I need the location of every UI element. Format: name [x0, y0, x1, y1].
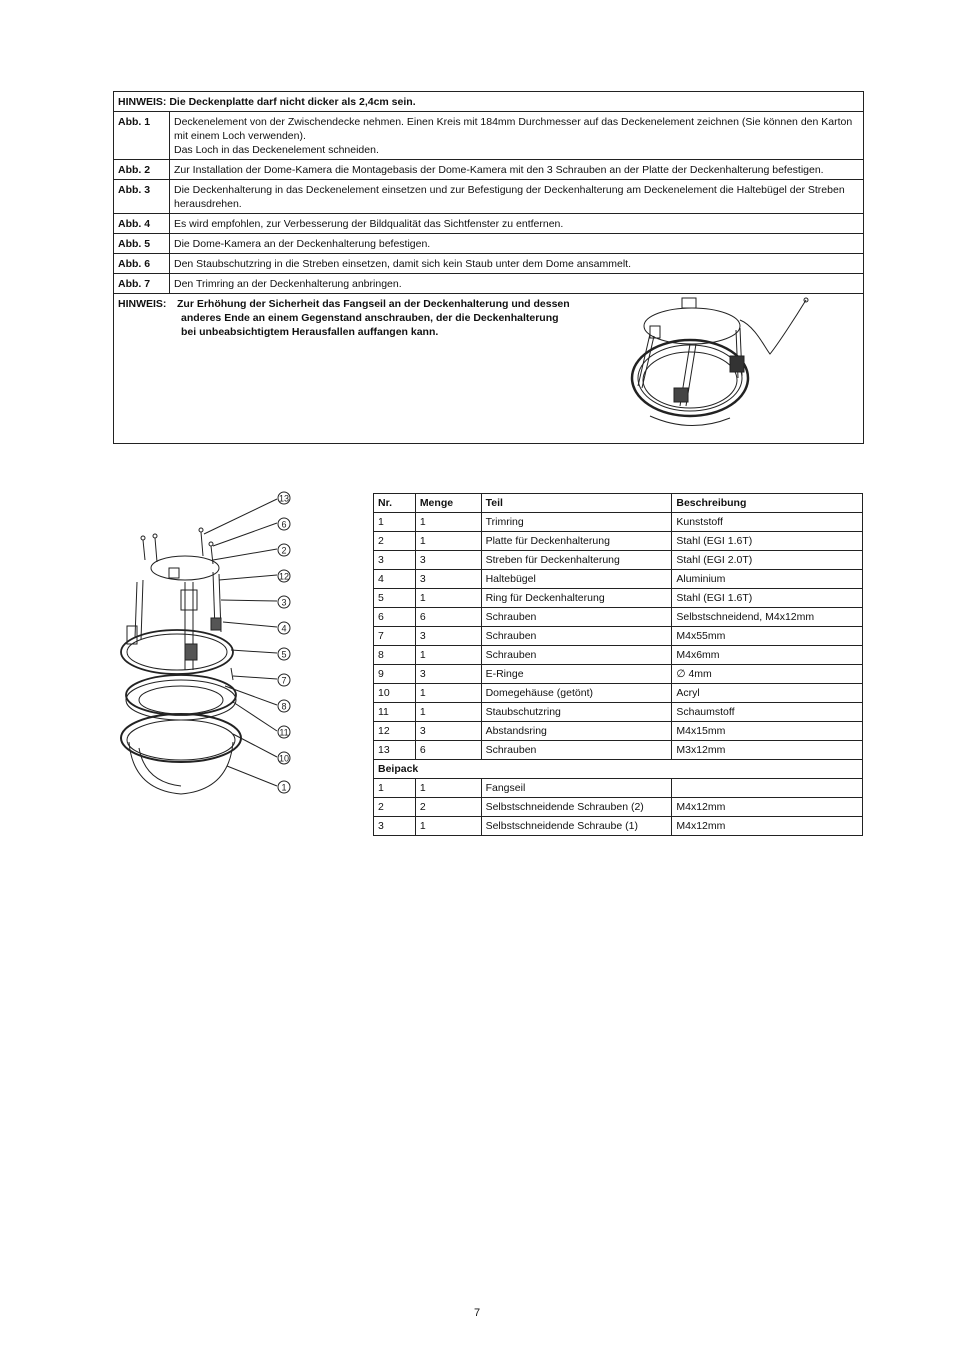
table-cell: 1: [415, 532, 481, 551]
table-cell: Domegehäuse (getönt): [481, 684, 672, 703]
table-cell: M4x12mm: [672, 798, 863, 817]
step-line: Den Staubschutzring in die Streben einsetzen, damit sich kein Staub unter dem Dome ansammelt.: [174, 258, 631, 270]
callout-number: 4: [281, 623, 287, 634]
table-cell: Haltebügel: [481, 570, 672, 589]
callout-number: 8: [281, 701, 287, 712]
table-row: [374, 817, 863, 836]
table-cell: Selbstschneidend, M4x12mm: [672, 608, 863, 627]
mount-safety-wire-illustration: [630, 296, 810, 434]
table-cell: Schrauben: [481, 646, 672, 665]
table-cell: 7: [374, 627, 416, 646]
table-row: [374, 532, 863, 551]
table-cell: 2: [374, 798, 416, 817]
table-cell: 1: [415, 779, 481, 798]
table-cell: 5: [374, 589, 416, 608]
step-line: Die Deckenhalterung in das Deckenelement einsetzen und zur Befestigung der Deckenhalterung am Deckenelement die Haltebügel der Streben: [174, 184, 845, 196]
table-header-row: [374, 494, 863, 513]
table-cell: 1: [415, 703, 481, 722]
callout-number: 2: [281, 545, 287, 556]
hinweis-text: Die Deckenplatte darf nicht dicker als 2,4cm sein.: [169, 96, 416, 108]
callout-marker: [278, 492, 290, 504]
callout-marker: [278, 518, 290, 530]
table-cell: M3x12mm: [672, 741, 863, 760]
table-cell: 3: [374, 817, 416, 836]
table-row: [374, 589, 863, 608]
table-cell: 11: [374, 703, 416, 722]
callout-marker: [278, 596, 290, 608]
callout-number: 7: [281, 675, 287, 686]
table-row: [374, 703, 863, 722]
step-label: Abb. 3: [114, 180, 170, 214]
table-cell: Kunststoff: [672, 513, 863, 532]
table-cell: M4x55mm: [672, 627, 863, 646]
step-text: [170, 160, 864, 180]
table-cell: Platte für Deckenhalterung: [481, 532, 672, 551]
table-cell: Schaumstoff: [672, 703, 863, 722]
table-cell: 12: [374, 722, 416, 741]
table-cell: Staubschutzring: [481, 703, 672, 722]
table-cell: Selbstschneidende Schraube (1): [481, 817, 672, 836]
table-cell: 2: [374, 532, 416, 551]
table-row: [374, 722, 863, 741]
table-row: [374, 627, 863, 646]
table-cell: ∅ 4mm: [672, 665, 863, 684]
callout-marker: [278, 674, 290, 686]
table-cell: 3: [415, 627, 481, 646]
column-header: Beschreibung: [672, 494, 863, 513]
table-cell: M4x12mm: [672, 817, 863, 836]
step-line: Das Loch in das Deckenelement schneiden.: [174, 144, 379, 156]
table-cell: Aluminium: [672, 570, 863, 589]
safety-note-label: HINWEIS:: [118, 298, 167, 310]
table-cell: Schrauben: [481, 741, 672, 760]
table-cell: Schrauben: [481, 627, 672, 646]
table-cell: Abstandsring: [481, 722, 672, 741]
table-cell: Fangseil: [481, 779, 672, 798]
callout-marker: [278, 648, 290, 660]
table-row: [374, 779, 863, 798]
step-row: [114, 180, 864, 214]
table-cell: 6: [374, 608, 416, 627]
column-header: Nr.: [374, 494, 416, 513]
table-row: [374, 798, 863, 817]
table-cell: 9: [374, 665, 416, 684]
callout-marker: [278, 781, 290, 793]
table-row: [374, 608, 863, 627]
table-row: [374, 665, 863, 684]
column-header: Menge: [415, 494, 481, 513]
step-line: Zur Installation der Dome-Kamera die Montagebasis der Dome-Kamera mit den 3 Schrauben an der Platte der Deckenhalterung befestigen.: [174, 164, 824, 176]
table-cell: 10: [374, 684, 416, 703]
parts-table: [373, 493, 863, 836]
table-cell: Stahl (EGI 2.0T): [672, 551, 863, 570]
safety-note-line: anderes Ende an einem Gegenstand anschrauben, der die Deckenhalterung: [181, 312, 559, 324]
step-row: [114, 112, 864, 160]
step-label: Abb. 2: [114, 160, 170, 180]
callout-number: 12: [278, 571, 290, 582]
step-label: Abb. 4: [114, 214, 170, 234]
table-cell: Schrauben: [481, 608, 672, 627]
table-cell: Ring für Deckenhalterung: [481, 589, 672, 608]
hinweis-row: [114, 92, 864, 112]
table-cell: 3: [415, 551, 481, 570]
safety-note: [118, 297, 570, 339]
step-label: Abb. 1: [114, 112, 170, 160]
table-row: [374, 646, 863, 665]
callout-number: 5: [281, 649, 287, 660]
table-cell: 1: [374, 779, 416, 798]
table-cell: 3: [374, 551, 416, 570]
step-row: [114, 234, 864, 254]
table-cell: 1: [415, 817, 481, 836]
step-line: mit einem Loch verwenden).: [174, 130, 306, 142]
callout-marker: [278, 622, 290, 634]
table-cell: 1: [374, 513, 416, 532]
step-row: [114, 160, 864, 180]
beipack-label: Beipack: [374, 760, 863, 779]
step-row: [114, 214, 864, 234]
step-row: [114, 254, 864, 274]
step-row: [114, 274, 864, 294]
table-cell: Trimring: [481, 513, 672, 532]
table-cell: Acryl: [672, 684, 863, 703]
table-row: [374, 513, 863, 532]
step-line: Die Dome-Kamera an der Deckenhalterung befestigen.: [174, 238, 431, 250]
safety-note-line: Zur Erhöhung der Sicherheit das Fangseil an der Deckenhalterung und dessen: [177, 298, 570, 310]
table-cell: 3: [415, 665, 481, 684]
step-text: [170, 274, 864, 294]
hinweis-label: HINWEIS:: [118, 96, 167, 108]
callout-marker: [278, 752, 290, 764]
table-row: [374, 551, 863, 570]
table-cell: 4: [374, 570, 416, 589]
table-cell: 1: [415, 684, 481, 703]
table-cell: Stahl (EGI 1.6T): [672, 532, 863, 551]
step-line: Den Trimring an der Deckenhalterung anbringen.: [174, 278, 402, 290]
table-cell: 6: [415, 741, 481, 760]
table-row: [374, 741, 863, 760]
table-cell: 3: [415, 570, 481, 589]
callout-marker: [278, 726, 290, 738]
step-label: Abb. 5: [114, 234, 170, 254]
callout-number: 13: [278, 493, 290, 504]
beipack-header-row: [374, 760, 863, 779]
step-text: [170, 234, 864, 254]
page-number: 7: [473, 1307, 481, 1319]
table-cell: [672, 779, 863, 798]
callout-marker: [278, 544, 290, 556]
table-cell: M4x15mm: [672, 722, 863, 741]
column-header: Teil: [481, 494, 672, 513]
callout-number: 1: [281, 782, 287, 793]
callout-marker: [278, 700, 290, 712]
table-row: [374, 570, 863, 589]
table-cell: 3: [415, 722, 481, 741]
step-line: Es wird empfohlen, zur Verbesserung der Bildqualität das Sichtfenster zu entfernen.: [174, 218, 564, 230]
callout-number: 10: [278, 753, 290, 764]
step-label: Abb. 6: [114, 254, 170, 274]
step-label: Abb. 7: [114, 274, 170, 294]
exploded-view-diagram: [115, 490, 305, 800]
step-text: [170, 112, 864, 160]
table-row: [374, 684, 863, 703]
table-cell: 8: [374, 646, 416, 665]
step-text: [170, 254, 864, 274]
step-text: [170, 214, 864, 234]
safety-note-line: bei unbeabsichtigtem Herausfallen auffangen kann.: [181, 326, 439, 338]
callout-number: 3: [281, 597, 287, 608]
table-cell: 1: [415, 513, 481, 532]
step-text: [170, 180, 864, 214]
step-line: Deckenelement von der Zwischendecke nehmen. Einen Kreis mit 184mm Durchmesser auf das Deckenelement zeichnen (Sie können den Karton: [174, 116, 853, 128]
callout-marker: [278, 570, 290, 582]
table-cell: M4x6mm: [672, 646, 863, 665]
table-cell: Streben für Deckenhalterung: [481, 551, 672, 570]
callout-number: 11: [279, 727, 289, 738]
table-cell: Stahl (EGI 1.6T): [672, 589, 863, 608]
table-cell: 2: [415, 798, 481, 817]
callout-number: 6: [281, 519, 287, 530]
table-cell: 1: [415, 646, 481, 665]
table-cell: 1: [415, 589, 481, 608]
table-cell: 6: [415, 608, 481, 627]
table-cell: E-Ringe: [481, 665, 672, 684]
table-cell: 13: [374, 741, 416, 760]
step-line: herausdrehen.: [174, 198, 242, 210]
table-cell: Selbstschneidende Schrauben (2): [481, 798, 672, 817]
